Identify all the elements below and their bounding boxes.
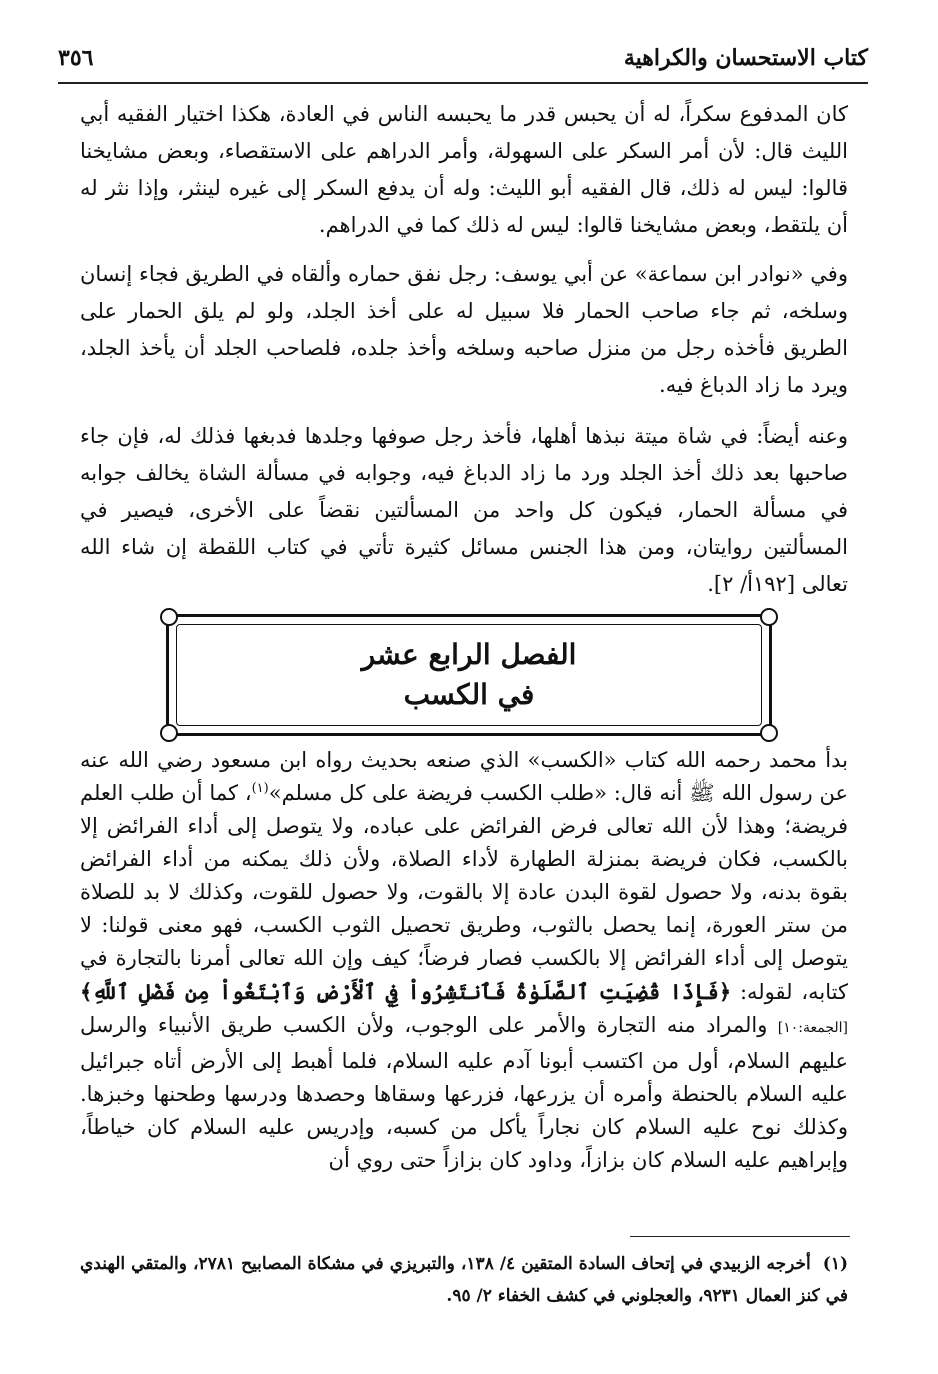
paragraph-4-text-c: والمراد منه التجارة والأمر على الوجوب، ولأن الكسب طريق الأنبياء والرسل عليهم السلام، أول من اكتسب أبونا آدم عليه السلام، فلما أهبط إلى الأرض أتاه جبرائيل عليه السلام بالحنطة وأمره أن يزرعها، فزرعها وسقاها وحصدها ودرسها وطحنها وخبزها. وكذلك نوح عليه السلام كان نجاراً يأكل من كسبه، وإدريس عليه السلام كان خياطاً، وإبراهيم عليه السلام كان بزازاً، وداود كان بزازاً حتى روي أن	[80, 1013, 848, 1172]
frame-corner-ornament	[160, 724, 178, 742]
quran-citation: [الجمعة:١٠]	[777, 1020, 849, 1036]
frame-corner-ornament	[760, 608, 778, 626]
chapter-subtitle: في الكسب	[403, 678, 535, 711]
footnote-reference[interactable]: (١)	[251, 781, 269, 796]
footnote-text: أخرجه الزبيدي في إتحاف السادة المتقين ٤/ ١٣٨، والتبريزي في مشكاة المصابيح ٢٧٨١، والمتقي الهندي في كنز العمال ٩٢٣١، والعجلوني في كشف الخفاء ٢/ ٩٥.	[80, 1254, 848, 1306]
paragraph-4	[80, 744, 848, 1177]
header-rule	[58, 82, 868, 84]
page-number: ٣٥٦	[58, 45, 94, 71]
page-header	[58, 38, 868, 78]
chapter-heading	[176, 624, 762, 726]
footnote	[80, 1248, 848, 1312]
quran-verse: ﴿فَإِذَا قُضِيَتِ ٱلصَّلَوٰةُ فَٱنتَشِرُواْ فِي ٱلْأَرْضِ وَٱبْتَغُواْ مِن فَضْلِ ٱللَّهِ﴾	[80, 979, 732, 1004]
running-title: كتاب الاستحسان والكراهية	[623, 45, 868, 71]
footnote-rule	[630, 1236, 850, 1237]
paragraph-4-text-a: بدأ محمد رحمه الله كتاب «الكسب» الذي صنعه بحديث رواه ابن مسعود رضي الله عنه عن رسول الله ﷺ أنه قال: «طلب الكسب فريضة على كل مسلم»	[80, 748, 848, 805]
paragraph-4-text-b: ، كما أن طلب العلم فريضة؛ وهذا لأن الله تعالى فرض الفرائض على عباده، ولا يتوصل إلى أداء الفرائض إلا بالكسب، فكان فريضة بمنزلة الطهارة لأداء الصلاة، ولأن ذلك يمكنه من أداء الفرائض بقوة بدنه، ولا حصول لقوة البدن عادة إلا بالقوت، ولا حصول للقوت، وكذلك لا بد للصلاة من ستر العورة، إنما يحصل بالثوب، وطريق تحصيل الثوب الكسب، فهو معنى قولنا: لا يتوصل إلى أداء الفرائض إلا بالكسب فصار فرضاً؛ كيف وإن الله تعالى أمرنا بالتجارة في كتابه، لقوله:	[80, 781, 848, 1004]
paragraph-2: وفي «نوادر ابن سماعة» عن أبي يوسف: رجل نفق حماره وألقاه في الطريق فجاء إنسان وسلخه، ثم جاء صاحب الحمار فلا سبيل له على أخذ الجلد، ولو لم يلق الحمار على الطريق فأخذه رجل من منزل صاحبه وسلخه وأخذ جلده، فلصاحب الجلد أن يأخذ الجلد، ويرد ما زاد الدباغ فيه.	[80, 262, 848, 397]
frame-corner-ornament	[760, 724, 778, 742]
chapter-title: الفصل الرابع عشر	[361, 638, 577, 671]
frame-corner-ornament	[160, 608, 178, 626]
paragraph-1: كان المدفوع سكراً، له أن يحبس قدر ما يحبسه الناس في العادة، هكذا اختيار الفقيه أبي الليث قال: لأن أمر السكر على السهولة، وأمر الدراهم على الاستقصاء، وبعض مشايخنا قالوا: ليس له ذلك، قال الفقيه أبو الليث: وله أن يدفع السكر إلى غيره لينثر، وإذا نثر له أن يلتقط، وبعض مشايخنا قالوا: ليس له ذلك كما في الدراهم.	[80, 102, 848, 237]
footnote-number: (١)	[822, 1254, 849, 1274]
chapter-heading-frame	[166, 614, 772, 736]
paragraph-3: وعنه أيضاً: في شاة ميتة نبذها أهلها، فأخذ رجل صوفها وجلدها فدبغها فذلك له، فإن جاء صاحبها بعد ذلك أخذ الجلد ورد ما زاد الدباغ فيه، وجوابه في مسألة الشاة يخالف جوابه في مسألة الحمار، فيكون كل واحد من المسألتين نقضاً على الأخرى، فيصير في المسألتين روايتان، ومن هذا الجنس مسائل كثيرة تأتي في كتاب اللقطة إن شاء الله تعالى [١٩٢أ/ ٢].	[80, 424, 848, 596]
